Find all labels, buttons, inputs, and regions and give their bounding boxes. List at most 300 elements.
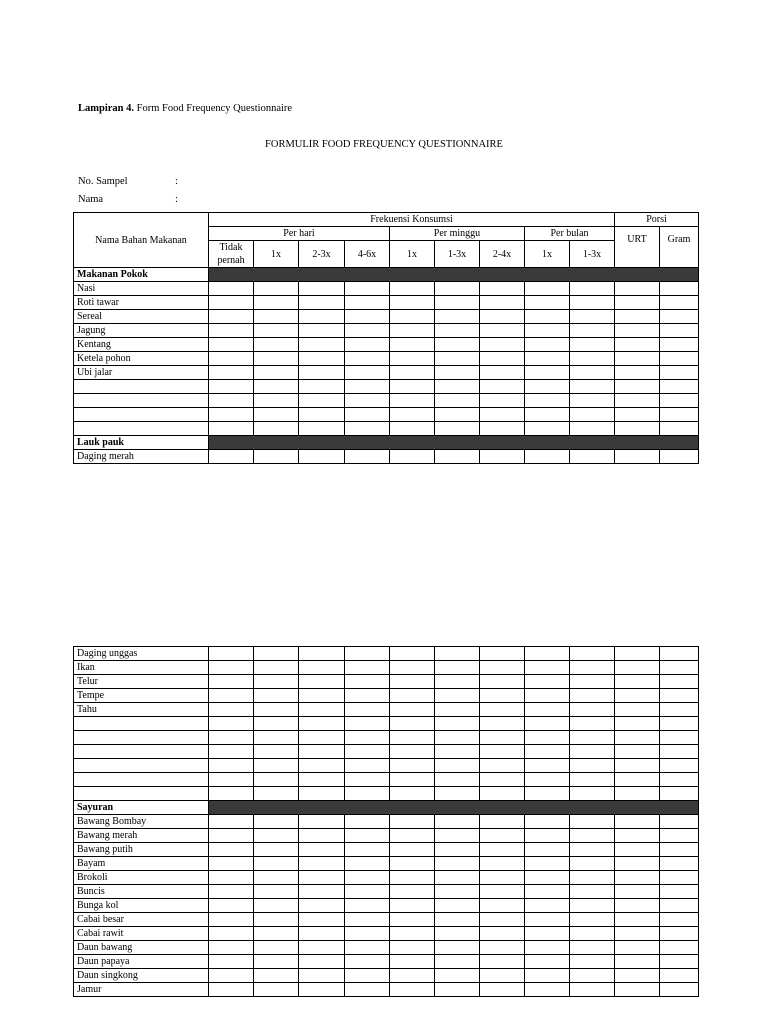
frequency-cell[interactable] <box>570 338 615 352</box>
frequency-cell[interactable] <box>570 296 615 310</box>
frequency-cell[interactable] <box>299 759 345 773</box>
frequency-cell[interactable] <box>480 675 525 689</box>
frequency-cell[interactable] <box>435 759 480 773</box>
frequency-cell[interactable] <box>209 703 254 717</box>
frequency-cell[interactable] <box>480 843 525 857</box>
frequency-cell[interactable] <box>345 352 390 366</box>
frequency-cell[interactable] <box>209 843 254 857</box>
frequency-cell[interactable] <box>570 394 615 408</box>
frequency-cell[interactable] <box>390 773 435 787</box>
frequency-cell[interactable] <box>345 983 390 997</box>
frequency-cell[interactable] <box>299 955 345 969</box>
frequency-cell[interactable] <box>480 913 525 927</box>
frequency-cell[interactable] <box>435 352 480 366</box>
frequency-cell[interactable] <box>525 773 570 787</box>
frequency-cell[interactable] <box>435 689 480 703</box>
frequency-cell[interactable] <box>435 843 480 857</box>
frequency-cell[interactable] <box>435 661 480 675</box>
frequency-cell[interactable] <box>345 955 390 969</box>
frequency-cell[interactable] <box>254 941 299 955</box>
frequency-cell[interactable] <box>390 366 435 380</box>
frequency-cell[interactable] <box>660 913 699 927</box>
frequency-cell[interactable] <box>254 324 299 338</box>
frequency-cell[interactable] <box>209 310 254 324</box>
frequency-cell[interactable] <box>435 857 480 871</box>
frequency-cell[interactable] <box>209 661 254 675</box>
frequency-cell[interactable] <box>299 857 345 871</box>
frequency-cell[interactable] <box>254 394 299 408</box>
frequency-cell[interactable] <box>480 422 525 436</box>
frequency-cell[interactable] <box>435 450 480 464</box>
frequency-cell[interactable] <box>209 927 254 941</box>
frequency-cell[interactable] <box>390 829 435 843</box>
field-no-sampel[interactable] <box>78 176 178 187</box>
frequency-cell[interactable] <box>480 689 525 703</box>
frequency-cell[interactable] <box>660 422 699 436</box>
frequency-cell[interactable] <box>345 675 390 689</box>
frequency-cell[interactable] <box>615 661 660 675</box>
frequency-cell[interactable] <box>525 717 570 731</box>
frequency-cell[interactable] <box>390 759 435 773</box>
frequency-cell[interactable] <box>480 352 525 366</box>
frequency-cell[interactable] <box>299 675 345 689</box>
frequency-cell[interactable] <box>570 450 615 464</box>
frequency-cell[interactable] <box>570 352 615 366</box>
frequency-cell[interactable] <box>435 955 480 969</box>
frequency-cell[interactable] <box>525 689 570 703</box>
frequency-cell[interactable] <box>660 885 699 899</box>
frequency-cell[interactable] <box>435 324 480 338</box>
frequency-cell[interactable] <box>435 731 480 745</box>
frequency-cell[interactable] <box>254 282 299 296</box>
frequency-cell[interactable] <box>570 955 615 969</box>
frequency-cell[interactable] <box>209 773 254 787</box>
frequency-cell[interactable] <box>525 871 570 885</box>
frequency-cell[interactable] <box>435 394 480 408</box>
frequency-cell[interactable] <box>390 969 435 983</box>
frequency-cell[interactable] <box>615 717 660 731</box>
frequency-cell[interactable] <box>345 885 390 899</box>
frequency-cell[interactable] <box>254 815 299 829</box>
frequency-cell[interactable] <box>660 366 699 380</box>
frequency-cell[interactable] <box>525 338 570 352</box>
frequency-cell[interactable] <box>299 871 345 885</box>
frequency-cell[interactable] <box>209 450 254 464</box>
frequency-cell[interactable] <box>660 408 699 422</box>
frequency-cell[interactable] <box>570 843 615 857</box>
frequency-cell[interactable] <box>525 927 570 941</box>
frequency-cell[interactable] <box>390 745 435 759</box>
frequency-cell[interactable] <box>390 843 435 857</box>
frequency-cell[interactable] <box>345 787 390 801</box>
frequency-cell[interactable] <box>570 661 615 675</box>
frequency-cell[interactable] <box>570 282 615 296</box>
frequency-cell[interactable] <box>209 282 254 296</box>
frequency-cell[interactable] <box>299 296 345 310</box>
frequency-cell[interactable] <box>615 955 660 969</box>
frequency-cell[interactable] <box>480 871 525 885</box>
frequency-cell[interactable] <box>480 885 525 899</box>
frequency-cell[interactable] <box>525 955 570 969</box>
frequency-cell[interactable] <box>345 310 390 324</box>
frequency-cell[interactable] <box>345 647 390 661</box>
frequency-cell[interactable] <box>299 352 345 366</box>
frequency-cell[interactable] <box>209 899 254 913</box>
frequency-cell[interactable] <box>615 857 660 871</box>
frequency-cell[interactable] <box>299 324 345 338</box>
frequency-cell[interactable] <box>615 366 660 380</box>
frequency-cell[interactable] <box>254 759 299 773</box>
frequency-cell[interactable] <box>660 871 699 885</box>
frequency-cell[interactable] <box>525 857 570 871</box>
frequency-cell[interactable] <box>254 689 299 703</box>
frequency-cell[interactable] <box>435 829 480 843</box>
frequency-cell[interactable] <box>480 310 525 324</box>
frequency-cell[interactable] <box>480 703 525 717</box>
frequency-cell[interactable] <box>390 408 435 422</box>
frequency-cell[interactable] <box>570 871 615 885</box>
frequency-cell[interactable] <box>660 731 699 745</box>
frequency-cell[interactable] <box>615 647 660 661</box>
frequency-cell[interactable] <box>435 380 480 394</box>
frequency-cell[interactable] <box>390 731 435 745</box>
frequency-cell[interactable] <box>660 759 699 773</box>
frequency-cell[interactable] <box>435 871 480 885</box>
frequency-cell[interactable] <box>254 773 299 787</box>
frequency-cell[interactable] <box>660 899 699 913</box>
frequency-cell[interactable] <box>570 941 615 955</box>
frequency-cell[interactable] <box>209 422 254 436</box>
frequency-cell[interactable] <box>345 829 390 843</box>
frequency-cell[interactable] <box>254 787 299 801</box>
frequency-cell[interactable] <box>660 296 699 310</box>
frequency-cell[interactable] <box>570 731 615 745</box>
frequency-cell[interactable] <box>570 366 615 380</box>
frequency-cell[interactable] <box>299 366 345 380</box>
frequency-cell[interactable] <box>254 843 299 857</box>
frequency-cell[interactable] <box>660 927 699 941</box>
frequency-cell[interactable] <box>209 857 254 871</box>
frequency-cell[interactable] <box>615 352 660 366</box>
frequency-cell[interactable] <box>390 787 435 801</box>
frequency-cell[interactable] <box>570 647 615 661</box>
frequency-cell[interactable] <box>615 282 660 296</box>
frequency-cell[interactable] <box>525 408 570 422</box>
frequency-cell[interactable] <box>299 661 345 675</box>
frequency-cell[interactable] <box>525 394 570 408</box>
frequency-cell[interactable] <box>525 296 570 310</box>
frequency-cell[interactable] <box>254 338 299 352</box>
frequency-cell[interactable] <box>615 296 660 310</box>
frequency-cell[interactable] <box>254 647 299 661</box>
frequency-cell[interactable] <box>480 408 525 422</box>
frequency-cell[interactable] <box>390 815 435 829</box>
frequency-cell[interactable] <box>480 927 525 941</box>
frequency-cell[interactable] <box>480 899 525 913</box>
frequency-cell[interactable] <box>570 899 615 913</box>
frequency-cell[interactable] <box>570 969 615 983</box>
frequency-cell[interactable] <box>480 773 525 787</box>
frequency-cell[interactable] <box>390 857 435 871</box>
frequency-cell[interactable] <box>480 717 525 731</box>
frequency-cell[interactable] <box>299 282 345 296</box>
frequency-cell[interactable] <box>570 829 615 843</box>
frequency-cell[interactable] <box>570 927 615 941</box>
frequency-cell[interactable] <box>525 969 570 983</box>
frequency-cell[interactable] <box>390 717 435 731</box>
frequency-cell[interactable] <box>480 338 525 352</box>
frequency-cell[interactable] <box>345 422 390 436</box>
frequency-cell[interactable] <box>299 731 345 745</box>
frequency-cell[interactable] <box>435 885 480 899</box>
frequency-cell[interactable] <box>209 885 254 899</box>
frequency-cell[interactable] <box>345 394 390 408</box>
frequency-cell[interactable] <box>570 759 615 773</box>
frequency-cell[interactable] <box>525 941 570 955</box>
frequency-cell[interactable] <box>615 394 660 408</box>
frequency-cell[interactable] <box>570 787 615 801</box>
frequency-cell[interactable] <box>299 450 345 464</box>
frequency-cell[interactable] <box>660 450 699 464</box>
frequency-cell[interactable] <box>345 745 390 759</box>
frequency-cell[interactable] <box>209 759 254 773</box>
frequency-cell[interactable] <box>615 380 660 394</box>
frequency-cell[interactable] <box>299 983 345 997</box>
frequency-cell[interactable] <box>570 703 615 717</box>
frequency-cell[interactable] <box>660 310 699 324</box>
frequency-cell[interactable] <box>299 310 345 324</box>
frequency-cell[interactable] <box>345 773 390 787</box>
frequency-cell[interactable] <box>435 310 480 324</box>
frequency-cell[interactable] <box>480 394 525 408</box>
frequency-cell[interactable] <box>615 422 660 436</box>
frequency-cell[interactable] <box>209 380 254 394</box>
frequency-cell[interactable] <box>299 380 345 394</box>
frequency-cell[interactable] <box>209 871 254 885</box>
frequency-cell[interactable] <box>390 689 435 703</box>
frequency-cell[interactable] <box>480 366 525 380</box>
frequency-cell[interactable] <box>480 380 525 394</box>
frequency-cell[interactable] <box>209 913 254 927</box>
frequency-cell[interactable] <box>615 675 660 689</box>
frequency-cell[interactable] <box>299 941 345 955</box>
frequency-cell[interactable] <box>209 955 254 969</box>
frequency-cell[interactable] <box>435 675 480 689</box>
frequency-cell[interactable] <box>345 366 390 380</box>
frequency-cell[interactable] <box>345 843 390 857</box>
frequency-cell[interactable] <box>615 324 660 338</box>
frequency-cell[interactable] <box>299 773 345 787</box>
frequency-cell[interactable] <box>390 282 435 296</box>
frequency-cell[interactable] <box>299 885 345 899</box>
frequency-cell[interactable] <box>660 941 699 955</box>
frequency-cell[interactable] <box>480 815 525 829</box>
frequency-cell[interactable] <box>435 647 480 661</box>
frequency-cell[interactable] <box>390 380 435 394</box>
frequency-cell[interactable] <box>660 282 699 296</box>
frequency-cell[interactable] <box>390 310 435 324</box>
frequency-cell[interactable] <box>570 885 615 899</box>
frequency-cell[interactable] <box>254 857 299 871</box>
frequency-cell[interactable] <box>345 296 390 310</box>
frequency-cell[interactable] <box>615 983 660 997</box>
frequency-cell[interactable] <box>299 969 345 983</box>
frequency-cell[interactable] <box>390 913 435 927</box>
frequency-cell[interactable] <box>480 787 525 801</box>
frequency-cell[interactable] <box>660 787 699 801</box>
frequency-cell[interactable] <box>660 983 699 997</box>
frequency-cell[interactable] <box>660 661 699 675</box>
frequency-cell[interactable] <box>254 380 299 394</box>
frequency-cell[interactable] <box>615 899 660 913</box>
frequency-cell[interactable] <box>480 759 525 773</box>
frequency-cell[interactable] <box>209 983 254 997</box>
frequency-cell[interactable] <box>254 703 299 717</box>
frequency-cell[interactable] <box>254 352 299 366</box>
frequency-cell[interactable] <box>209 689 254 703</box>
frequency-cell[interactable] <box>254 745 299 759</box>
frequency-cell[interactable] <box>254 661 299 675</box>
frequency-cell[interactable] <box>435 899 480 913</box>
frequency-cell[interactable] <box>480 450 525 464</box>
frequency-cell[interactable] <box>209 394 254 408</box>
frequency-cell[interactable] <box>660 843 699 857</box>
frequency-cell[interactable] <box>525 913 570 927</box>
frequency-cell[interactable] <box>525 647 570 661</box>
frequency-cell[interactable] <box>299 422 345 436</box>
frequency-cell[interactable] <box>209 408 254 422</box>
frequency-cell[interactable] <box>570 422 615 436</box>
frequency-cell[interactable] <box>525 310 570 324</box>
frequency-cell[interactable] <box>615 759 660 773</box>
frequency-cell[interactable] <box>615 829 660 843</box>
frequency-cell[interactable] <box>480 296 525 310</box>
frequency-cell[interactable] <box>254 366 299 380</box>
frequency-cell[interactable] <box>525 745 570 759</box>
frequency-cell[interactable] <box>209 675 254 689</box>
frequency-cell[interactable] <box>570 815 615 829</box>
frequency-cell[interactable] <box>435 941 480 955</box>
frequency-cell[interactable] <box>299 787 345 801</box>
frequency-cell[interactable] <box>209 815 254 829</box>
frequency-cell[interactable] <box>435 296 480 310</box>
frequency-cell[interactable] <box>390 941 435 955</box>
frequency-cell[interactable] <box>435 338 480 352</box>
frequency-cell[interactable] <box>345 913 390 927</box>
frequency-cell[interactable] <box>435 913 480 927</box>
frequency-cell[interactable] <box>570 773 615 787</box>
frequency-cell[interactable] <box>660 773 699 787</box>
frequency-cell[interactable] <box>299 647 345 661</box>
frequency-cell[interactable] <box>435 745 480 759</box>
frequency-cell[interactable] <box>299 843 345 857</box>
frequency-cell[interactable] <box>570 745 615 759</box>
frequency-cell[interactable] <box>615 941 660 955</box>
frequency-cell[interactable] <box>525 731 570 745</box>
frequency-cell[interactable] <box>254 296 299 310</box>
frequency-cell[interactable] <box>570 689 615 703</box>
frequency-cell[interactable] <box>615 787 660 801</box>
frequency-cell[interactable] <box>254 871 299 885</box>
frequency-cell[interactable] <box>660 703 699 717</box>
frequency-cell[interactable] <box>660 380 699 394</box>
frequency-cell[interactable] <box>345 717 390 731</box>
frequency-cell[interactable] <box>345 338 390 352</box>
frequency-cell[interactable] <box>615 689 660 703</box>
frequency-cell[interactable] <box>299 408 345 422</box>
frequency-cell[interactable] <box>435 815 480 829</box>
frequency-cell[interactable] <box>660 338 699 352</box>
frequency-cell[interactable] <box>525 703 570 717</box>
frequency-cell[interactable] <box>435 282 480 296</box>
frequency-cell[interactable] <box>570 675 615 689</box>
frequency-cell[interactable] <box>660 955 699 969</box>
frequency-cell[interactable] <box>525 815 570 829</box>
frequency-cell[interactable] <box>525 885 570 899</box>
frequency-cell[interactable] <box>525 366 570 380</box>
frequency-cell[interactable] <box>570 310 615 324</box>
frequency-cell[interactable] <box>299 927 345 941</box>
frequency-cell[interactable] <box>345 815 390 829</box>
frequency-cell[interactable] <box>525 983 570 997</box>
frequency-cell[interactable] <box>254 955 299 969</box>
frequency-cell[interactable] <box>615 927 660 941</box>
frequency-cell[interactable] <box>345 380 390 394</box>
frequency-cell[interactable] <box>480 731 525 745</box>
frequency-cell[interactable] <box>345 661 390 675</box>
frequency-cell[interactable] <box>615 731 660 745</box>
frequency-cell[interactable] <box>525 450 570 464</box>
frequency-cell[interactable] <box>345 899 390 913</box>
frequency-cell[interactable] <box>299 815 345 829</box>
frequency-cell[interactable] <box>480 829 525 843</box>
frequency-cell[interactable] <box>254 913 299 927</box>
frequency-cell[interactable] <box>209 647 254 661</box>
frequency-cell[interactable] <box>525 829 570 843</box>
frequency-cell[interactable] <box>390 647 435 661</box>
frequency-cell[interactable] <box>480 969 525 983</box>
frequency-cell[interactable] <box>660 689 699 703</box>
frequency-cell[interactable] <box>570 717 615 731</box>
frequency-cell[interactable] <box>660 394 699 408</box>
frequency-cell[interactable] <box>390 703 435 717</box>
frequency-cell[interactable] <box>435 703 480 717</box>
frequency-cell[interactable] <box>615 773 660 787</box>
frequency-cell[interactable] <box>525 675 570 689</box>
frequency-cell[interactable] <box>390 885 435 899</box>
frequency-cell[interactable] <box>525 843 570 857</box>
frequency-cell[interactable] <box>345 731 390 745</box>
frequency-cell[interactable] <box>435 773 480 787</box>
frequency-cell[interactable] <box>390 338 435 352</box>
frequency-cell[interactable] <box>615 745 660 759</box>
frequency-cell[interactable] <box>209 941 254 955</box>
frequency-cell[interactable] <box>209 296 254 310</box>
frequency-cell[interactable] <box>299 745 345 759</box>
frequency-cell[interactable] <box>615 408 660 422</box>
frequency-cell[interactable] <box>345 282 390 296</box>
frequency-cell[interactable] <box>390 450 435 464</box>
frequency-cell[interactable] <box>299 703 345 717</box>
frequency-cell[interactable] <box>525 759 570 773</box>
frequency-cell[interactable] <box>345 941 390 955</box>
frequency-cell[interactable] <box>480 282 525 296</box>
frequency-cell[interactable] <box>435 408 480 422</box>
frequency-cell[interactable] <box>299 338 345 352</box>
frequency-cell[interactable] <box>390 955 435 969</box>
frequency-cell[interactable] <box>390 983 435 997</box>
frequency-cell[interactable] <box>345 689 390 703</box>
